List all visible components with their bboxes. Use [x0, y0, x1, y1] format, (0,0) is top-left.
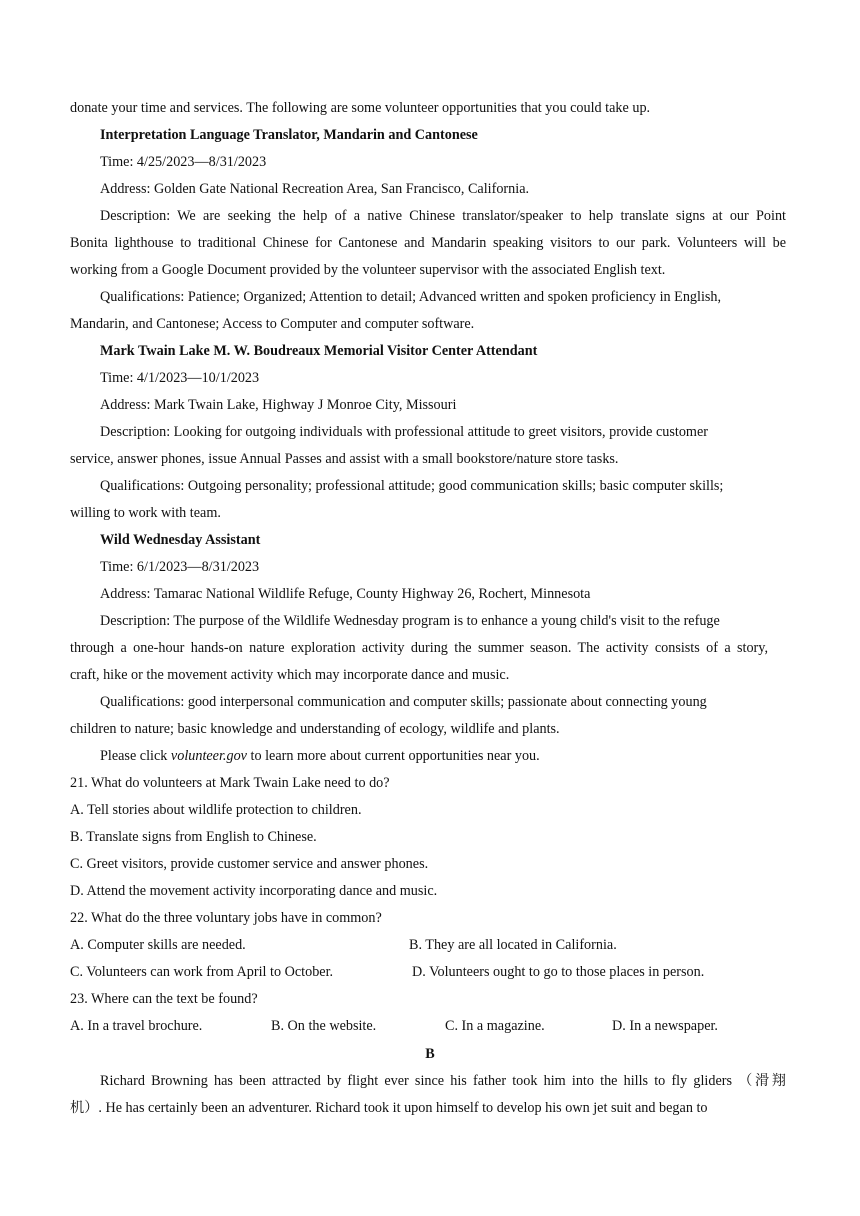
job-description-line: craft, hike or the movement activity which may incorporate dance and music.	[70, 667, 510, 683]
passage-line: Richard Browning has been attracted by flight ever since his father took him into the hills to fly gliders （滑翔	[100, 1073, 786, 1089]
question-option: C. Volunteers can work from April to October.	[70, 964, 334, 980]
question-option: A. Computer skills are needed.	[70, 937, 246, 953]
volunteer-gov-link[interactable]: volunteer.gov	[170, 748, 247, 764]
section-heading: B	[425, 1046, 435, 1062]
question-option: C. Greet visitors, provide customer service and answer phones.	[70, 856, 429, 872]
closing-line	[100, 748, 786, 765]
job-title: Mark Twain Lake M. W. Boudreaux Memorial Visitor Center Attendant	[100, 343, 538, 359]
question-option: A. Tell stories about wildlife protection to children.	[70, 802, 362, 818]
question-option: C. In a magazine.	[445, 1018, 545, 1034]
job-qualifications-line: Mandarin, and Cantonese; Access to Computer and computer software.	[70, 316, 475, 332]
closing-after: to learn more about current opportunities near you.	[246, 748, 540, 764]
job-title: Interpretation Language Translator, Mandarin and Cantonese	[100, 127, 478, 143]
question-stem: 22. What do the three voluntary jobs have in common?	[70, 910, 382, 926]
job-qualifications-line: Qualifications: Patience; Organized; Attention to detail; Advanced written and spoken proficiency in English,	[100, 289, 722, 305]
question-option: D. In a newspaper.	[612, 1018, 718, 1034]
job-title: Wild Wednesday Assistant	[100, 532, 261, 548]
job-description-line: working from a Google Document provided by the volunteer supervisor with the associated English text.	[70, 262, 666, 278]
question-option: A. In a travel brochure.	[70, 1018, 203, 1034]
intro-tail: donate your time and services. The following are some volunteer opportunities that you could take up.	[70, 100, 651, 116]
job-address: Address: Golden Gate National Recreation Area, San Francisco, California.	[100, 181, 530, 197]
question-option: B. On the website.	[271, 1018, 377, 1034]
closing-before: Please click	[100, 748, 171, 764]
job-description-line: Description: The purpose of the Wildlife Wednesday program is to enhance a young child's visit to the refuge	[100, 613, 720, 629]
job-address: Address: Mark Twain Lake, Highway J Monroe City, Missouri	[100, 397, 457, 413]
job-qualifications-line: willing to work with team.	[70, 505, 221, 521]
question-stem: 21. What do volunteers at Mark Twain Lake need to do?	[70, 775, 390, 791]
job-description-line: Description: Looking for outgoing individuals with professional attitude to greet visitors, provide customer	[100, 424, 708, 440]
job-time: Time: 6/1/2023—8/31/2023	[100, 559, 260, 575]
job-description-line: Bonita lighthouse to traditional Chinese for Cantonese and Mandarin speaking visitors to our park. Volunteers will be	[70, 235, 786, 251]
job-qualifications-line: Qualifications: good interpersonal communication and computer skills; passionate about connecting young	[100, 694, 707, 710]
job-description-line: through a one-hour hands-on nature exploration activity during the summer season. The activity consists of a story,	[70, 640, 768, 656]
job-qualifications-line: children to nature; basic knowledge and understanding of ecology, wildlife and plants.	[70, 721, 560, 737]
question-option: D. Volunteers ought to go to those places in person.	[412, 964, 705, 980]
question-option: B. Translate signs from English to Chinese.	[70, 829, 317, 845]
question-stem: 23. Where can the text be found?	[70, 991, 258, 1007]
job-qualifications-line: Qualifications: Outgoing personality; professional attitude; good communication skills; basic computer skills;	[100, 478, 724, 494]
job-address: Address: Tamarac National Wildlife Refuge, County Highway 26, Rochert, Minnesota	[100, 586, 591, 602]
question-option: B. They are all located in California.	[409, 937, 617, 953]
job-description-line: Description: We are seeking the help of a native Chinese translator/speaker to help translate signs at our Point	[100, 208, 786, 224]
job-time: Time: 4/25/2023—8/31/2023	[100, 154, 267, 170]
passage-line: 机）. He has certainly been an adventurer. Richard took it upon himself to develop his own jet suit and began to	[70, 1100, 708, 1116]
job-time: Time: 4/1/2023—10/1/2023	[100, 370, 260, 386]
question-option: D. Attend the movement activity incorporating dance and music.	[70, 883, 438, 899]
job-description-line: service, answer phones, issue Annual Passes and assist with a small bookstore/nature store tasks.	[70, 451, 619, 467]
